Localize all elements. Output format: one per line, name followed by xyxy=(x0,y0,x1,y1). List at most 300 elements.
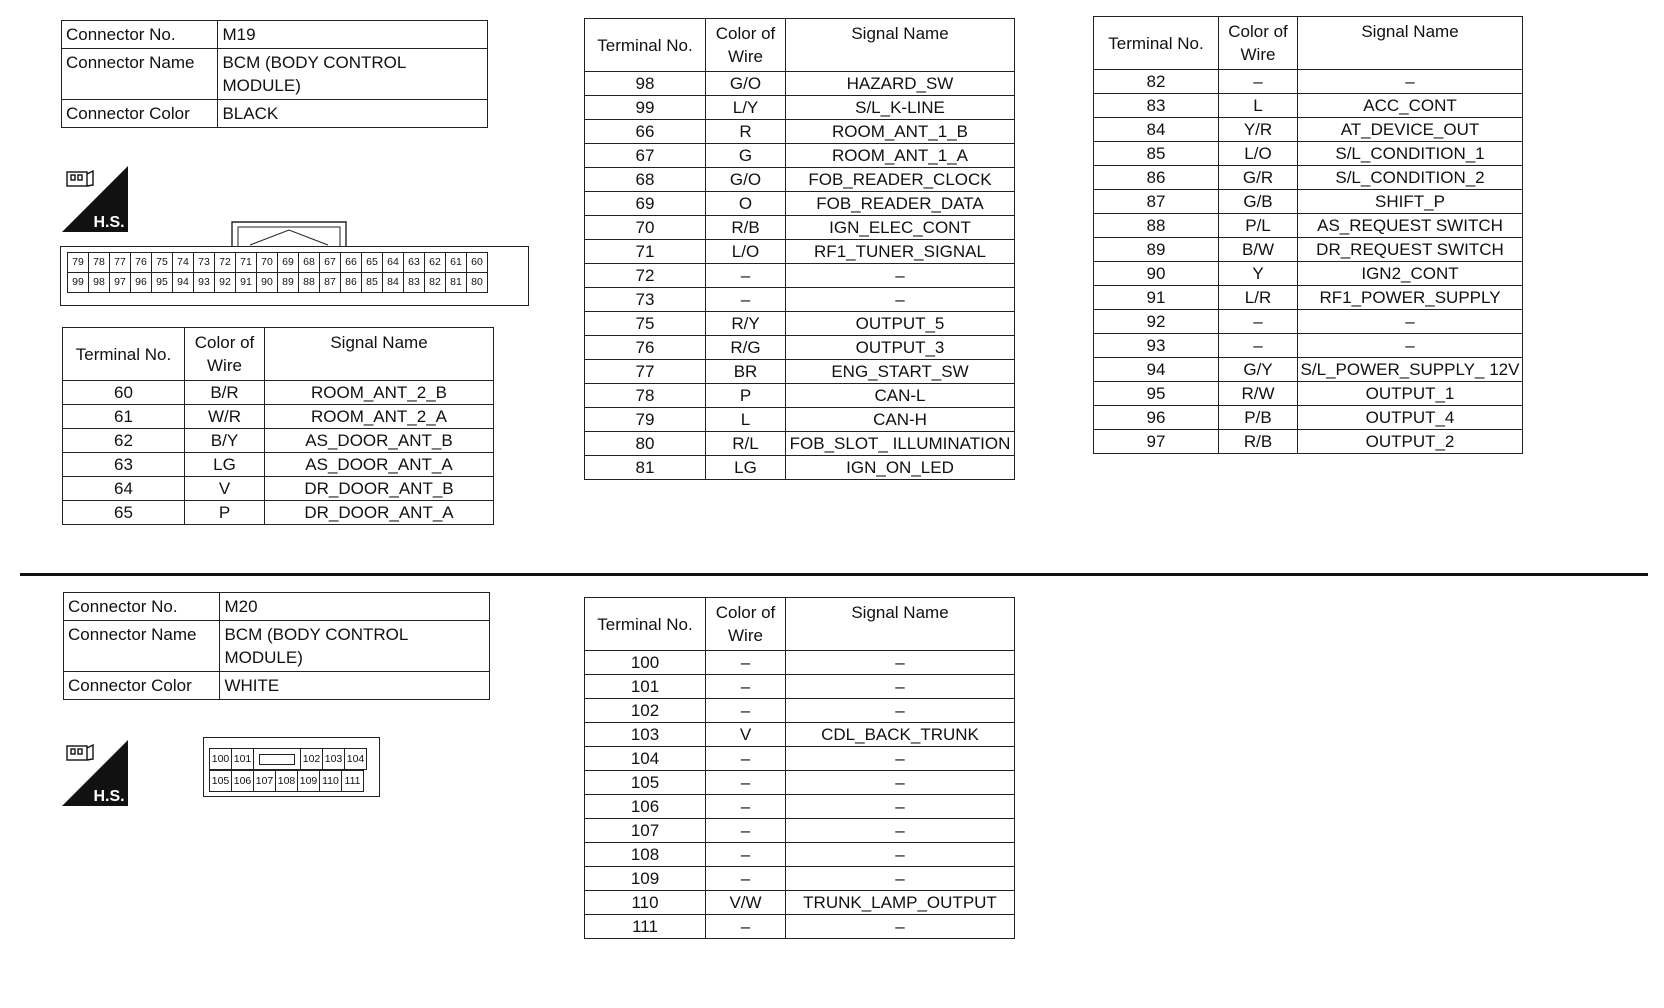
info-value: BLACK xyxy=(218,100,488,128)
pin-cell: 107 xyxy=(253,770,276,792)
terminal-number-cell: 77 xyxy=(585,360,706,384)
wire-color-cell: – xyxy=(706,675,786,699)
signal-name-cell: – xyxy=(786,747,1015,771)
pin-cell: 77 xyxy=(110,253,131,273)
table-row xyxy=(585,216,1015,240)
connector-latch xyxy=(230,218,350,248)
pin-cell: 72 xyxy=(215,253,236,273)
signal-name-cell: OUTPUT_3 xyxy=(786,336,1015,360)
wire-color-cell: R/Y xyxy=(706,312,786,336)
harness-side-icon xyxy=(62,166,128,237)
wire-color-cell: L/O xyxy=(706,240,786,264)
signal-name-cell: RF1_POWER_SUPPLY xyxy=(1298,286,1523,310)
table-row xyxy=(585,456,1015,480)
signal-name-cell: CDL_BACK_TRUNK xyxy=(786,723,1015,747)
table-row xyxy=(1094,214,1523,238)
terminal-number-cell: 101 xyxy=(585,675,706,699)
table-row xyxy=(585,288,1015,312)
table-row xyxy=(585,72,1015,96)
m19-pinout xyxy=(67,252,488,293)
info-label: Connector No. xyxy=(64,593,220,621)
terminal-number-cell: 78 xyxy=(585,384,706,408)
pin-cell: 103 xyxy=(322,748,345,770)
pin-cell: 91 xyxy=(236,273,257,293)
wire-color-cell: P/L xyxy=(1219,214,1298,238)
terminal-number-cell: 104 xyxy=(585,747,706,771)
terminal-number-cell: 66 xyxy=(585,120,706,144)
signal-name-cell: ENG_START_SW xyxy=(786,360,1015,384)
wire-color-cell: B/R xyxy=(185,381,265,405)
terminal-number-cell: 69 xyxy=(585,192,706,216)
table-row xyxy=(585,264,1015,288)
pin-cell: 100 xyxy=(209,748,232,770)
pin-cell: 87 xyxy=(320,273,341,293)
table-row xyxy=(1094,334,1523,358)
terminal-number-cell: 79 xyxy=(585,408,706,432)
terminal-number-cell: 94 xyxy=(1094,358,1219,382)
table-row xyxy=(585,651,1015,675)
pin-cell: 76 xyxy=(131,253,152,273)
wire-color-cell: – xyxy=(1219,70,1298,94)
info-label: Connector Name xyxy=(64,621,220,672)
table-row xyxy=(63,477,494,501)
signal-name-cell: FOB_SLOT_ ILLUMINATION xyxy=(786,432,1015,456)
signal-name-cell: RF1_TUNER_SIGNAL xyxy=(786,240,1015,264)
wire-color-cell: R/L xyxy=(706,432,786,456)
table-row xyxy=(63,405,494,429)
table-row xyxy=(63,453,494,477)
signal-name-cell: – xyxy=(786,795,1015,819)
terminal-number-cell: 82 xyxy=(1094,70,1219,94)
pin-cell: 82 xyxy=(425,273,446,293)
table-row xyxy=(585,675,1015,699)
table-row xyxy=(585,240,1015,264)
terminal-number-cell: 111 xyxy=(585,915,706,939)
header-color: Color of Wire xyxy=(185,328,265,381)
wire-color-cell: Y/R xyxy=(1219,118,1298,142)
info-row-color xyxy=(62,100,488,128)
pin-cell: 104 xyxy=(344,748,367,770)
terminal-number-cell: 81 xyxy=(585,456,706,480)
table-row xyxy=(1094,94,1523,118)
signal-name-cell: – xyxy=(786,288,1015,312)
wire-color-cell: L xyxy=(706,408,786,432)
signal-name-cell: ROOM_ANT_1_B xyxy=(786,120,1015,144)
table-row xyxy=(585,360,1015,384)
wire-color-cell: – xyxy=(706,819,786,843)
table-row xyxy=(585,408,1015,432)
signal-name-cell: AT_DEVICE_OUT xyxy=(1298,118,1523,142)
m19-terminal-table-3 xyxy=(1093,16,1523,454)
signal-name-cell: DR_REQUEST SWITCH xyxy=(1298,238,1523,262)
terminal-number-cell: 65 xyxy=(63,501,185,525)
info-value: M19 xyxy=(218,21,488,49)
signal-name-cell: CAN-H xyxy=(786,408,1015,432)
wire-color-cell: – xyxy=(706,699,786,723)
info-row-number xyxy=(62,21,488,49)
terminal-number-cell: 89 xyxy=(1094,238,1219,262)
signal-name-cell: S/L_CONDITION_2 xyxy=(1298,166,1523,190)
pin-cell: 110 xyxy=(319,770,342,792)
terminal-number-cell: 64 xyxy=(63,477,185,501)
pin-cell: 69 xyxy=(278,253,299,273)
wire-color-cell: LG xyxy=(185,453,265,477)
table-row xyxy=(585,384,1015,408)
terminal-number-cell: 73 xyxy=(585,288,706,312)
signal-name-cell: – xyxy=(786,867,1015,891)
wire-color-cell: L/R xyxy=(1219,286,1298,310)
pin-cell: 66 xyxy=(341,253,362,273)
header-terminal: Terminal No. xyxy=(63,328,185,381)
table-row xyxy=(585,192,1015,216)
terminal-number-cell: 92 xyxy=(1094,310,1219,334)
pin-cell: 95 xyxy=(152,273,173,293)
terminal-number-cell: 93 xyxy=(1094,334,1219,358)
signal-name-cell: AS_DOOR_ANT_A xyxy=(265,453,494,477)
signal-name-cell: – xyxy=(786,264,1015,288)
signal-name-cell: OUTPUT_4 xyxy=(1298,406,1523,430)
info-value: M20 xyxy=(220,593,490,621)
pin-cell: 75 xyxy=(152,253,173,273)
table-row xyxy=(1094,118,1523,142)
wire-color-cell: L xyxy=(1219,94,1298,118)
wire-color-cell: G/B xyxy=(1219,190,1298,214)
m20-terminal-table xyxy=(584,597,1015,939)
table-row xyxy=(1094,238,1523,262)
terminal-number-cell: 96 xyxy=(1094,406,1219,430)
pin-cell: 80 xyxy=(467,273,488,293)
table-row xyxy=(63,501,494,525)
pin-cell: 79 xyxy=(68,253,89,273)
terminal-number-cell: 71 xyxy=(585,240,706,264)
signal-name-cell: – xyxy=(786,699,1015,723)
pin-cell: 93 xyxy=(194,273,215,293)
table-row xyxy=(585,168,1015,192)
terminal-number-cell: 91 xyxy=(1094,286,1219,310)
wire-color-cell: – xyxy=(706,843,786,867)
table-row xyxy=(1094,70,1523,94)
header-color: Color of Wire xyxy=(706,598,786,651)
signal-name-cell: OUTPUT_1 xyxy=(1298,382,1523,406)
terminal-number-cell: 110 xyxy=(585,891,706,915)
signal-name-cell: ACC_CONT xyxy=(1298,94,1523,118)
wire-color-cell: P xyxy=(185,501,265,525)
wire-color-cell: W/R xyxy=(185,405,265,429)
signal-name-cell: CAN-L xyxy=(786,384,1015,408)
table-row xyxy=(63,429,494,453)
header-color: Color of Wire xyxy=(1219,17,1298,70)
pin-cell: 105 xyxy=(209,770,232,792)
table-row xyxy=(585,96,1015,120)
wire-color-cell: Y xyxy=(1219,262,1298,286)
signal-name-cell: S/L_K-LINE xyxy=(786,96,1015,120)
header-signal: Signal Name xyxy=(786,19,1015,72)
terminal-number-cell: 102 xyxy=(585,699,706,723)
pin-cell: 92 xyxy=(215,273,236,293)
wire-color-cell: G/Y xyxy=(1219,358,1298,382)
wire-color-cell: V xyxy=(185,477,265,501)
wire-color-cell: R xyxy=(706,120,786,144)
pin-cell: 106 xyxy=(231,770,254,792)
table-row xyxy=(1094,166,1523,190)
signal-name-cell: – xyxy=(786,675,1015,699)
table-row xyxy=(63,381,494,405)
wire-color-cell: – xyxy=(706,288,786,312)
terminal-number-cell: 90 xyxy=(1094,262,1219,286)
terminal-number-cell: 95 xyxy=(1094,382,1219,406)
pin-cell: 81 xyxy=(446,273,467,293)
table-row xyxy=(585,699,1015,723)
table-row xyxy=(1094,430,1523,454)
info-label: Connector Color xyxy=(64,672,220,700)
signal-name-cell: OUTPUT_5 xyxy=(786,312,1015,336)
wire-color-cell: – xyxy=(706,264,786,288)
wire-color-cell: B/W xyxy=(1219,238,1298,262)
terminal-number-cell: 106 xyxy=(585,795,706,819)
hs-label: H.S. xyxy=(93,788,125,805)
pin-cell: 94 xyxy=(173,273,194,293)
signal-name-cell: HAZARD_SW xyxy=(786,72,1015,96)
info-value: BCM (BODY CONTROL MODULE) xyxy=(220,621,490,672)
table-header-row xyxy=(63,328,494,381)
terminal-number-cell: 103 xyxy=(585,723,706,747)
pin-cell: 73 xyxy=(194,253,215,273)
info-value: WHITE xyxy=(220,672,490,700)
pin-cell: 83 xyxy=(404,273,425,293)
signal-name-cell: IGN2_CONT xyxy=(1298,262,1523,286)
terminal-number-cell: 108 xyxy=(585,843,706,867)
pin-cell: 102 xyxy=(300,748,323,770)
signal-name-cell: AS_REQUEST SWITCH xyxy=(1298,214,1523,238)
terminal-number-cell: 87 xyxy=(1094,190,1219,214)
terminal-number-cell: 97 xyxy=(1094,430,1219,454)
info-row-color xyxy=(64,672,490,700)
header-signal: Signal Name xyxy=(786,598,1015,651)
table-row xyxy=(585,915,1015,939)
pinout-row-top xyxy=(68,253,488,273)
wire-color-cell: R/B xyxy=(706,216,786,240)
wire-color-cell: LG xyxy=(706,456,786,480)
table-header-row xyxy=(585,598,1015,651)
pin-cell: 85 xyxy=(362,273,383,293)
pin-cell: 70 xyxy=(257,253,278,273)
pin-cell: 63 xyxy=(404,253,425,273)
signal-name-cell: AS_DOOR_ANT_B xyxy=(265,429,494,453)
table-row xyxy=(585,867,1015,891)
wire-color-cell: P/B xyxy=(1219,406,1298,430)
pin-cell: 90 xyxy=(257,273,278,293)
pin-cell: 101 xyxy=(231,748,254,770)
m20-connector-info xyxy=(63,592,490,700)
wire-color-cell: L/O xyxy=(1219,142,1298,166)
signal-name-cell: – xyxy=(786,819,1015,843)
wire-color-cell: – xyxy=(706,795,786,819)
info-label: Connector Name xyxy=(62,49,218,100)
terminal-number-cell: 100 xyxy=(585,651,706,675)
pin-cell: 67 xyxy=(320,253,341,273)
table-row xyxy=(585,891,1015,915)
wire-color-cell: R/W xyxy=(1219,382,1298,406)
pin-cell: 62 xyxy=(425,253,446,273)
info-row-number xyxy=(64,593,490,621)
table-row xyxy=(1094,406,1523,430)
pin-cell: 61 xyxy=(446,253,467,273)
table-row xyxy=(585,336,1015,360)
header-color: Color of Wire xyxy=(706,19,786,72)
table-header-row xyxy=(1094,17,1523,70)
pin-cell: 89 xyxy=(278,273,299,293)
table-row xyxy=(1094,382,1523,406)
signal-name-cell: – xyxy=(786,771,1015,795)
table-row xyxy=(585,747,1015,771)
m19-connector-info xyxy=(61,20,488,128)
m19-terminal-table-1 xyxy=(62,327,494,525)
wire-color-cell: P xyxy=(706,384,786,408)
signal-name-cell: DR_DOOR_ANT_A xyxy=(265,501,494,525)
table-row xyxy=(585,120,1015,144)
wire-color-cell: – xyxy=(706,771,786,795)
pin-cell: 98 xyxy=(89,273,110,293)
wire-color-cell: O xyxy=(706,192,786,216)
signal-name-cell: S/L_POWER_SUPPLY_ 12V xyxy=(1298,358,1523,382)
signal-name-cell: S/L_CONDITION_1 xyxy=(1298,142,1523,166)
signal-name-cell: ROOM_ANT_2_A xyxy=(265,405,494,429)
signal-name-cell: – xyxy=(1298,70,1523,94)
pinout-row-bottom xyxy=(210,770,367,792)
m20-pinout xyxy=(210,748,367,792)
wire-color-cell: R/G xyxy=(706,336,786,360)
terminal-number-cell: 60 xyxy=(63,381,185,405)
signal-name-cell: – xyxy=(786,651,1015,675)
signal-name-cell: DR_DOOR_ANT_B xyxy=(265,477,494,501)
wire-color-cell: G/R xyxy=(1219,166,1298,190)
info-row-name xyxy=(62,49,488,100)
pin-cell: 60 xyxy=(467,253,488,273)
wire-color-cell: – xyxy=(706,747,786,771)
wire-color-cell: G/O xyxy=(706,72,786,96)
wire-color-cell: – xyxy=(1219,310,1298,334)
pinout-row-top xyxy=(210,748,367,770)
pin-cell: 88 xyxy=(299,273,320,293)
terminal-number-cell: 105 xyxy=(585,771,706,795)
terminal-number-cell: 62 xyxy=(63,429,185,453)
harness-side-icon xyxy=(62,740,128,811)
pin-cell: 109 xyxy=(297,770,320,792)
info-value: BCM (BODY CONTROL MODULE) xyxy=(218,49,488,100)
connector-key-slot xyxy=(253,748,301,770)
pin-cell: 74 xyxy=(173,253,194,273)
terminal-number-cell: 99 xyxy=(585,96,706,120)
pin-cell: 96 xyxy=(131,273,152,293)
wire-color-cell: V xyxy=(706,723,786,747)
terminal-number-cell: 68 xyxy=(585,168,706,192)
terminal-number-cell: 75 xyxy=(585,312,706,336)
terminal-number-cell: 98 xyxy=(585,72,706,96)
signal-name-cell: – xyxy=(786,915,1015,939)
table-row xyxy=(585,843,1015,867)
pin-cell: 86 xyxy=(341,273,362,293)
table-row xyxy=(1094,142,1523,166)
terminal-number-cell: 70 xyxy=(585,216,706,240)
signal-name-cell: ROOM_ANT_1_A xyxy=(786,144,1015,168)
table-row xyxy=(585,819,1015,843)
header-terminal: Terminal No. xyxy=(1094,17,1219,70)
terminal-number-cell: 80 xyxy=(585,432,706,456)
wire-color-cell: – xyxy=(706,651,786,675)
pin-cell: 108 xyxy=(275,770,298,792)
table-row xyxy=(585,432,1015,456)
wire-color-cell: BR xyxy=(706,360,786,384)
wire-color-cell: G xyxy=(706,144,786,168)
header-terminal: Terminal No. xyxy=(585,598,706,651)
pin-cell: 64 xyxy=(383,253,404,273)
pin-cell: 71 xyxy=(236,253,257,273)
table-row xyxy=(585,795,1015,819)
info-label: Connector No. xyxy=(62,21,218,49)
header-signal: Signal Name xyxy=(1298,17,1523,70)
table-row xyxy=(1094,310,1523,334)
signal-name-cell: FOB_READER_CLOCK xyxy=(786,168,1015,192)
terminal-number-cell: 67 xyxy=(585,144,706,168)
wire-color-cell: V/W xyxy=(706,891,786,915)
info-label: Connector Color xyxy=(62,100,218,128)
info-row-name xyxy=(64,621,490,672)
pinout-row-bottom xyxy=(68,273,488,293)
wire-color-cell: B/Y xyxy=(185,429,265,453)
m19-terminal-table-2 xyxy=(584,18,1015,480)
wire-color-cell: – xyxy=(706,867,786,891)
terminal-number-cell: 76 xyxy=(585,336,706,360)
signal-name-cell: OUTPUT_2 xyxy=(1298,430,1523,454)
table-row xyxy=(1094,286,1523,310)
table-row xyxy=(1094,262,1523,286)
pin-cell: 99 xyxy=(68,273,89,293)
terminal-number-cell: 61 xyxy=(63,405,185,429)
pin-cell: 111 xyxy=(341,770,364,792)
signal-name-cell: ROOM_ANT_2_B xyxy=(265,381,494,405)
table-header-row xyxy=(585,19,1015,72)
wire-color-cell: – xyxy=(1219,334,1298,358)
connector-hs-icon xyxy=(62,166,128,232)
terminal-number-cell: 86 xyxy=(1094,166,1219,190)
terminal-number-cell: 83 xyxy=(1094,94,1219,118)
wire-color-cell: G/O xyxy=(706,168,786,192)
table-row xyxy=(1094,358,1523,382)
table-row xyxy=(585,144,1015,168)
signal-name-cell: – xyxy=(1298,334,1523,358)
pin-cell: 68 xyxy=(299,253,320,273)
pin-cell: 78 xyxy=(89,253,110,273)
terminal-number-cell: 107 xyxy=(585,819,706,843)
signal-name-cell: FOB_READER_DATA xyxy=(786,192,1015,216)
section-divider xyxy=(20,573,1648,576)
hs-label: H.S. xyxy=(93,214,125,231)
signal-name-cell: SHIFT_P xyxy=(1298,190,1523,214)
terminal-number-cell: 72 xyxy=(585,264,706,288)
wire-color-cell: R/B xyxy=(1219,430,1298,454)
table-row xyxy=(585,312,1015,336)
wire-color-cell: L/Y xyxy=(706,96,786,120)
terminal-number-cell: 84 xyxy=(1094,118,1219,142)
terminal-number-cell: 109 xyxy=(585,867,706,891)
terminal-number-cell: 63 xyxy=(63,453,185,477)
signal-name-cell: – xyxy=(1298,310,1523,334)
header-signal: Signal Name xyxy=(265,328,494,381)
terminal-number-cell: 85 xyxy=(1094,142,1219,166)
connector-hs-icon xyxy=(62,740,128,806)
wire-color-cell: – xyxy=(706,915,786,939)
table-row xyxy=(585,723,1015,747)
